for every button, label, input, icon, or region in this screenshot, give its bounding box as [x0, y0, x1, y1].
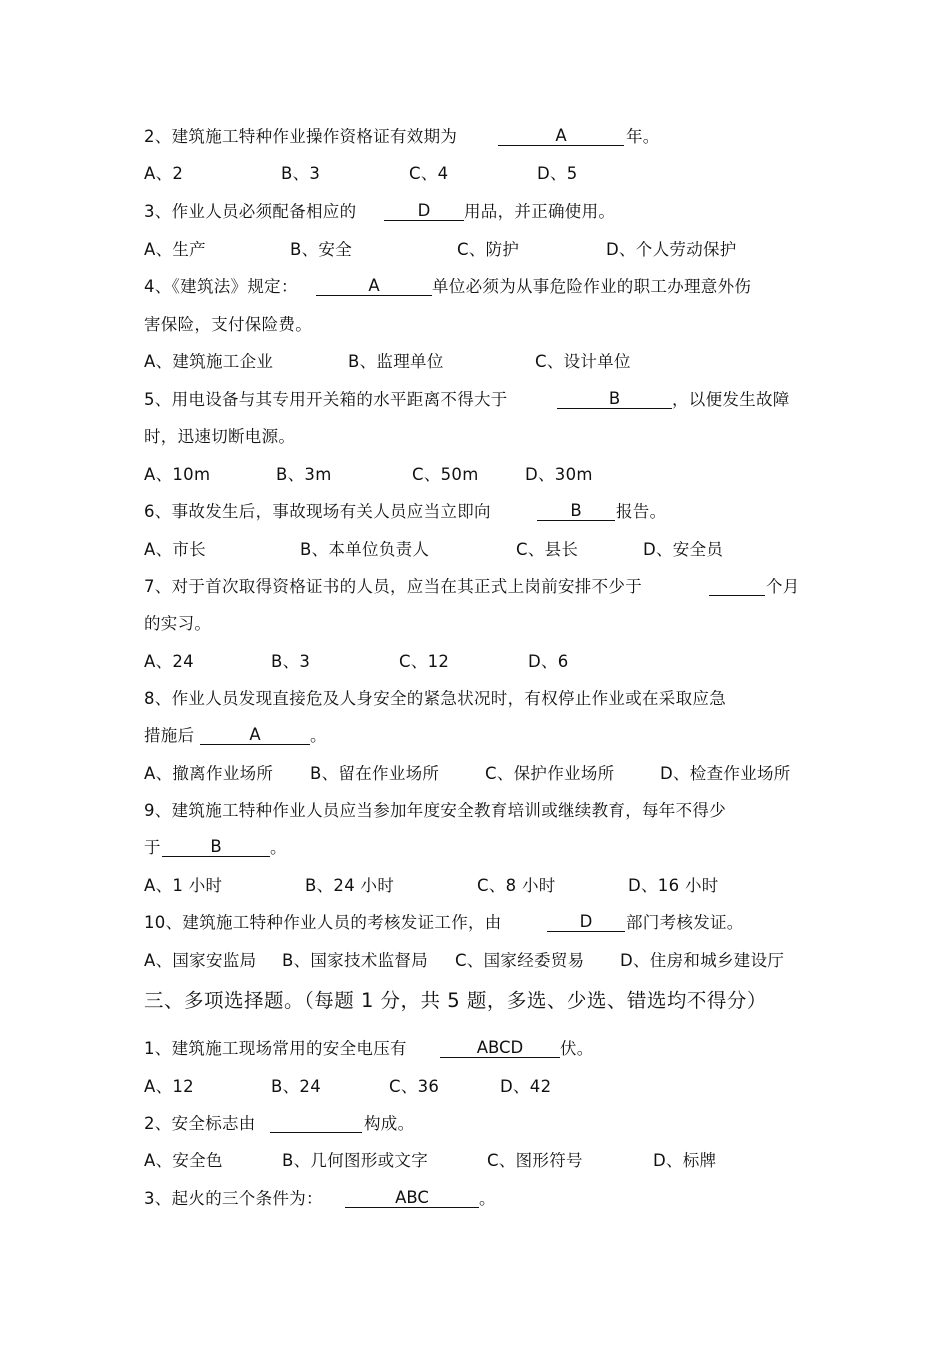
question-suffix: 。 [270, 838, 287, 857]
question-text: 5、用电设备与其专用开关箱的水平距离不得大于 [144, 390, 508, 409]
option-b: B、国家技术监督局 [282, 951, 429, 970]
option-a: A、1 小时 [144, 876, 223, 895]
question-8-line-2: 措施后 [144, 726, 195, 745]
option-c: C、国家经委贸易 [455, 951, 585, 970]
option-c: C、防护 [457, 240, 520, 259]
option-a: A、安全色 [144, 1151, 223, 1170]
option-d: D、个人劳动保护 [606, 240, 737, 259]
option-d: D、30m [525, 465, 593, 484]
question-suffix: 用品，并正确使用。 [464, 202, 616, 221]
option-d: D、安全员 [643, 540, 724, 559]
option-b: B、3 [271, 652, 311, 671]
option-a: A、国家安监局 [144, 951, 257, 970]
question-suffix: 构成。 [364, 1114, 415, 1133]
question-9 [144, 801, 726, 821]
option-c: C、图形符号 [487, 1151, 583, 1170]
question-text: 4、《建筑法》规定： [144, 277, 298, 296]
options-row [144, 352, 804, 372]
answer-blank: B [557, 390, 672, 409]
options-row [144, 876, 804, 896]
question-text: 1、建筑施工现场常用的安全电压有 [144, 1039, 407, 1058]
option-c: C、8 小时 [477, 876, 556, 895]
section-heading: 三、多项选择题。（每题 1 分，共 5 题，多选、少选、错选均不得分） [144, 989, 767, 1012]
option-a: A、24 [144, 652, 194, 671]
answer-blank [709, 577, 765, 596]
option-d: D、6 [528, 652, 569, 671]
option-c: C、50m [412, 465, 479, 484]
question-suffix: 单位必须为从事危险作业的职工办理意外伤 [432, 277, 752, 296]
option-d: D、住房和城乡建设厅 [620, 951, 785, 970]
options-row [144, 652, 804, 672]
option-a: A、撤离作业场所 [144, 764, 274, 783]
question-5 [144, 390, 508, 410]
option-b: B、3 [281, 164, 321, 183]
question-suffix: 报告。 [616, 502, 667, 521]
option-c: C、4 [409, 164, 449, 183]
question-text: 3、起火的三个条件为： [144, 1189, 323, 1208]
answer-blank: A [200, 726, 310, 745]
answer-blank: B [537, 502, 615, 521]
option-b: B、24 小时 [305, 876, 395, 895]
question-8 [144, 689, 726, 709]
options-row [144, 1077, 804, 1097]
option-a: A、2 [144, 164, 184, 183]
option-c: C、县长 [516, 540, 579, 559]
question-text: 2、安全标志由 [144, 1114, 256, 1133]
option-a: A、12 [144, 1077, 194, 1096]
option-b: B、几何图形或文字 [282, 1151, 429, 1170]
option-c: C、保护作业场所 [485, 764, 615, 783]
multi-question-3 [144, 1189, 323, 1209]
option-d: D、5 [537, 164, 578, 183]
question-3 [144, 202, 356, 222]
question-suffix: ，以便发生故障 [672, 390, 790, 409]
question-4 [144, 277, 298, 297]
option-d: D、16 小时 [628, 876, 719, 895]
options-row [144, 240, 804, 260]
question-text: 3、作业人员必须配备相应的 [144, 202, 357, 221]
option-c: C、12 [399, 652, 450, 671]
options-row [144, 540, 804, 560]
question-2 [144, 127, 457, 147]
question-suffix: 部门考核发证。 [626, 913, 744, 932]
question-4-line-2: 害保险，支付保险费。 [144, 315, 312, 334]
options-row [144, 951, 804, 971]
option-d: D、检查作业场所 [660, 764, 791, 783]
question-text: 7、对于首次取得资格证书的人员，应当在其正式上岗前安排不少于 [144, 577, 642, 596]
answer-blank [270, 1114, 362, 1133]
question-7 [144, 577, 642, 597]
options-row [144, 1151, 804, 1171]
options-row [144, 465, 804, 485]
question-suffix: 。 [479, 1189, 496, 1208]
option-c: C、36 [389, 1077, 440, 1096]
multi-question-1 [144, 1039, 407, 1059]
option-b: B、3m [276, 465, 332, 484]
question-text: 9、建筑施工特种作业人员应当参加年度安全教育培训或继续教育，每年不得少 [144, 801, 726, 820]
option-b: B、留在作业场所 [310, 764, 440, 783]
answer-blank: A [498, 127, 624, 146]
multi-question-2 [144, 1114, 256, 1134]
answer-blank: B [162, 838, 270, 857]
answer-blank: D [547, 913, 625, 932]
option-a: A、市长 [144, 540, 206, 559]
question-text: 6、事故发生后，事故现场有关人员应当立即向 [144, 502, 491, 521]
question-suffix: 。 [310, 726, 327, 745]
option-b: B、本单位负责人 [300, 540, 430, 559]
options-row [144, 164, 804, 184]
option-a: A、生产 [144, 240, 206, 259]
question-5-line-2: 时，迅速切断电源。 [144, 427, 296, 446]
question-9-line-2: 于 [144, 838, 161, 857]
question-text: 8、作业人员发现直接危及人身安全的紧急状况时，有权停止作业或在采取应急 [144, 689, 726, 708]
answer-blank: D [384, 202, 464, 221]
answer-blank: ABC [345, 1189, 479, 1208]
option-b: B、安全 [290, 240, 353, 259]
question-10 [144, 913, 502, 933]
options-row [144, 764, 804, 784]
question-text: 2、建筑施工特种作业操作资格证有效期为 [144, 127, 458, 146]
question-text: 10、建筑施工特种作业人员的考核发证工作，由 [144, 913, 502, 932]
option-d: D、42 [500, 1077, 552, 1096]
question-7-line-2: 的实习。 [144, 614, 212, 633]
question-suffix: 伏。 [560, 1039, 594, 1058]
answer-blank: ABCD [440, 1039, 560, 1058]
option-a: A、建筑施工企业 [144, 352, 274, 371]
option-c: C、设计单位 [535, 352, 631, 371]
option-b: B、监理单位 [348, 352, 444, 371]
question-suffix: 年。 [626, 127, 660, 146]
option-a: A、10m [144, 465, 211, 484]
question-suffix: 个月 [766, 577, 800, 596]
question-6 [144, 502, 491, 522]
option-d: D、标牌 [653, 1151, 717, 1170]
option-b: B、24 [271, 1077, 322, 1096]
answer-blank: A [316, 277, 432, 296]
